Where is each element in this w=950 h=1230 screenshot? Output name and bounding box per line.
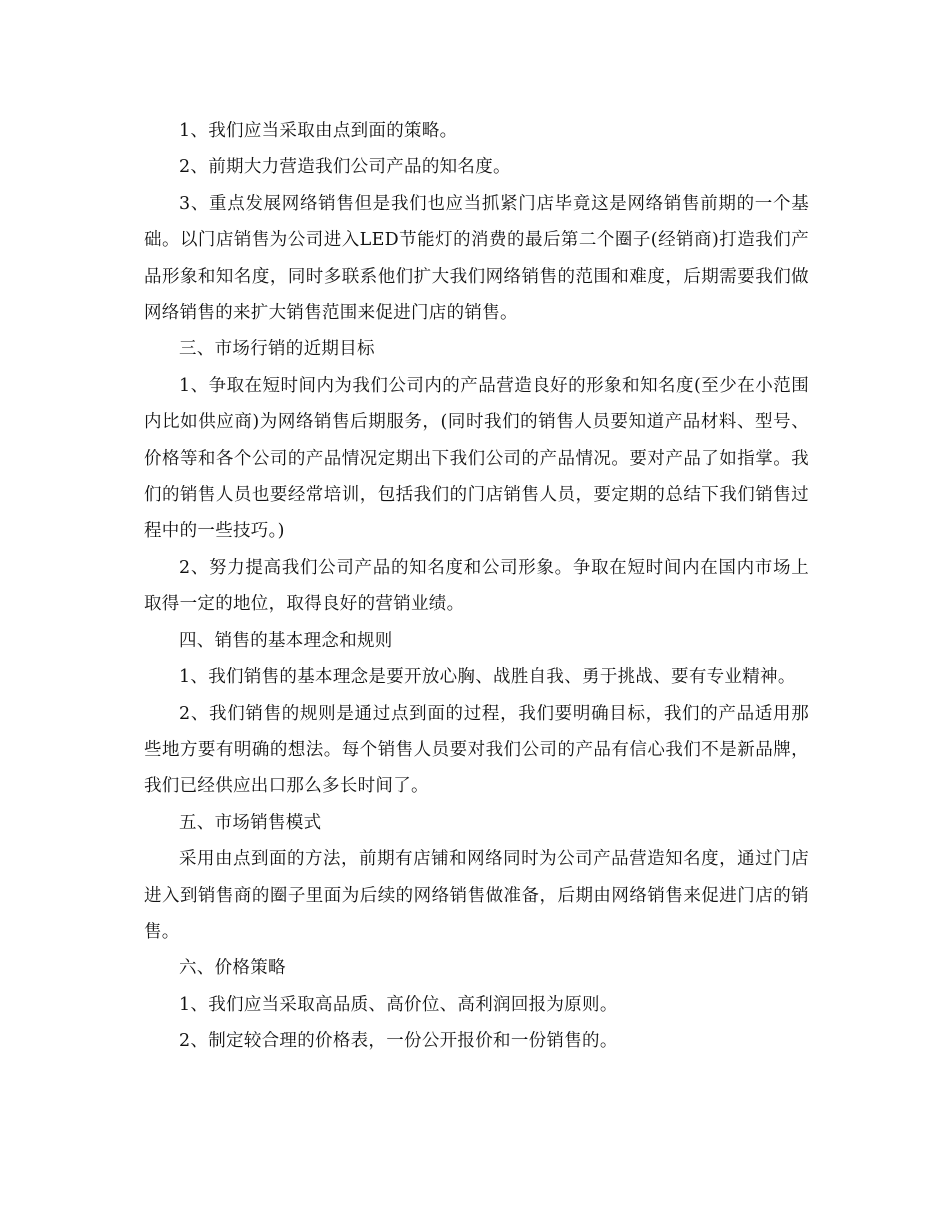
section-heading-sales-model: 五、市场销售模式 xyxy=(179,812,322,833)
paragraph-principle-2: 2、我们销售的规则是通过点到面的过程，我们要明确目标，我们的产品适用那些地方要有明确的想法。每个销售人员要对我们公司的产品有信心我们不是新品牌，我们已经供应出口那么多长时间了。 xyxy=(144,703,809,797)
paragraph-price-2: 2、制定较合理的价格表，一份公开报价和一份销售的。 xyxy=(179,1031,618,1052)
section-heading-near-term-goals: 三、市场行销的近期目标 xyxy=(179,339,375,360)
paragraph-principle-1: 1、我们销售的基本理念是要开放心胸、战胜自我、勇于挑战、要有专业精神。 xyxy=(179,667,796,688)
paragraph-sales-model: 采用由点到面的方法，前期有店铺和网络同时为公司产品营造知名度，通过门店进入到销售商的圈子里面为后续的网络销售做准备，后期由网络销售来促进门店的销售。 xyxy=(144,849,809,942)
paragraph-goal-1: 1、争取在短时间内为我们公司内的产品营造良好的形象和知名度(至少在小范围内比如供应商)为网络销售后期服务，(同时我们的销售人员要知道产品材料、型号、价格等和各个公司的产品情况定期出下我们公司的产品情况。要对产品了如指掌。我们的销售人员也要经常培训，包括我们的门店销售人员，要定期的总结下我们销售过程中的一些技巧。) xyxy=(144,375,809,542)
paragraph-price-1: 1、我们应当采取高品质、高价位、高利润回报为原则。 xyxy=(179,994,618,1015)
paragraph-strategy-3: 3、重点发展网络销售但是我们也应当抓紧门店毕竟这是网络销售前期的一个基础。以门店销售为公司进入LED节能灯的消费的最后第二个圈子(经销商)打造我们产品形象和知名度，同时多联系他们扩大我们网络销售的范围和难度，后期需要我们做网络销售的来扩大销售范围来促进门店的销售。 xyxy=(144,193,809,324)
section-heading-price-strategy: 六、价格策略 xyxy=(179,958,286,979)
document-body xyxy=(144,113,809,1060)
paragraph-strategy-1: 1、我们应当采取由点到面的策略。 xyxy=(179,121,458,141)
section-heading-sales-principles: 四、销售的基本理念和规则 xyxy=(179,630,393,651)
paragraph-goal-2: 2、努力提高我们公司产品的知名度和公司形象。争取在短时间内在国内市场上取得一定的地位，取得良好的营销业绩。 xyxy=(144,557,809,615)
paragraph-strategy-2: 2、前期大力营造我们公司产品的知名度。 xyxy=(179,157,511,178)
